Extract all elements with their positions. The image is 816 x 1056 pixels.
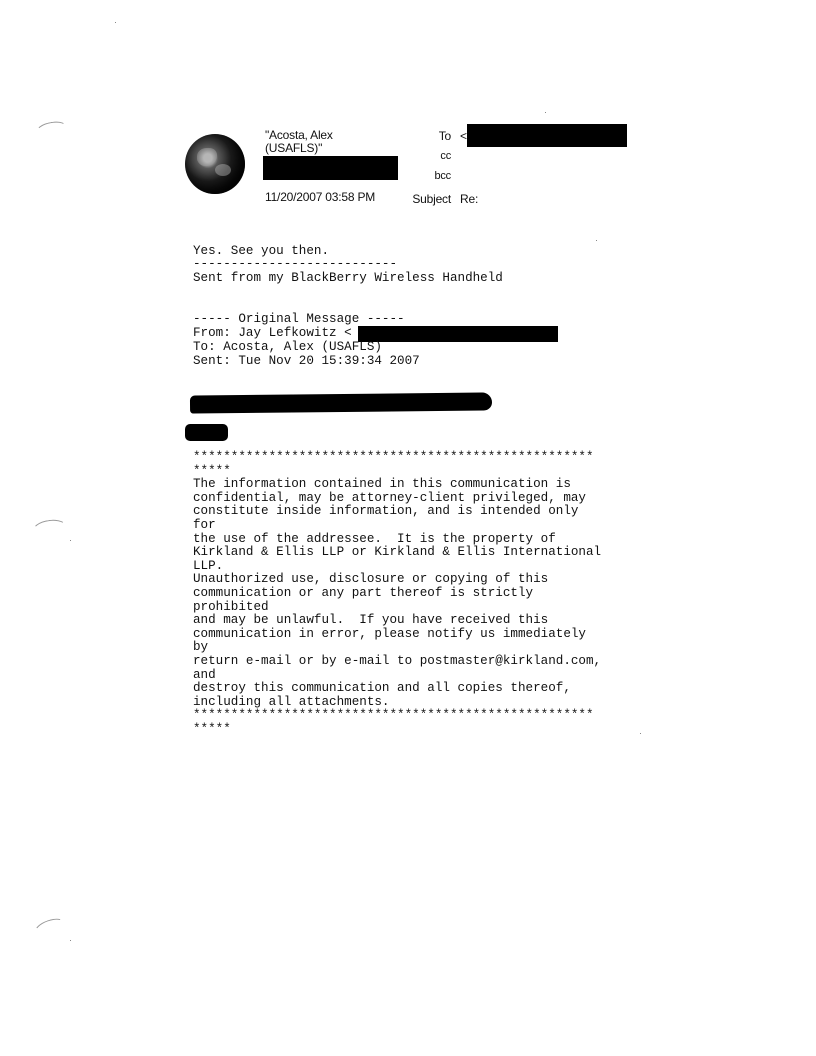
to-label: To	[438, 129, 451, 143]
disclaimer-line: *****	[193, 463, 231, 478]
signature-divider: ---------------------------	[193, 257, 398, 271]
scan-mark	[35, 119, 69, 140]
from-line: From: Jay Lefkowitz <	[193, 326, 352, 340]
signature: Sent from my BlackBerry Wireless Handheld	[193, 271, 503, 285]
scan-speck	[640, 733, 641, 734]
sent-line: Sent: Tue Nov 20 15:39:34 2007	[193, 354, 420, 368]
sender-avatar	[185, 134, 245, 194]
disclaimer-line: Unauthorized use, disclosure or copying of this	[193, 572, 549, 587]
scan-speck	[70, 540, 71, 541]
scan-speck	[70, 940, 71, 941]
disclaimer-line: *****************************************************	[193, 450, 594, 464]
disclaimer	[193, 451, 601, 736]
disclaimer-line: including all attachments.	[193, 694, 390, 709]
disclaimer-line: Kirkland & Ellis LLP or Kirkland & Ellis International	[193, 545, 602, 560]
disclaimer-line: by	[193, 640, 209, 655]
to-value-prefix: <	[460, 129, 467, 143]
marker-redaction	[190, 392, 492, 413]
reply-text: Yes. See you then.	[193, 244, 330, 258]
disclaimer-line: confidential, may be attorney-client privileged, may	[193, 490, 586, 505]
redaction-block	[358, 326, 558, 342]
disclaimer-line: constitute inside information, and is intended only	[193, 504, 579, 519]
scan-mark	[32, 915, 68, 941]
redaction-block	[467, 124, 627, 147]
disclaimer-line: prohibited	[193, 599, 269, 614]
disclaimer-line: The information contained in this communication is	[193, 477, 571, 492]
disclaimer-line: LLP.	[193, 558, 224, 573]
marker-redaction	[185, 424, 228, 441]
subject-label: Subject	[412, 192, 451, 206]
disclaimer-line: and	[193, 667, 216, 682]
sent-datetime: 11/20/2007 03:58 PM	[265, 190, 376, 204]
scan-mark	[31, 518, 69, 543]
disclaimer-line: destroy this communication and all copies thereof,	[193, 681, 571, 696]
disclaimer-line: communication or any part thereof is strictly	[193, 585, 534, 600]
original-message-header: ----- Original Message -----	[193, 312, 405, 326]
disclaimer-line: the use of the addressee. It is the property of	[193, 531, 556, 546]
scan-speck	[115, 22, 116, 23]
scan-speck	[545, 112, 546, 113]
disclaimer-line: communication in error, please notify us immediately	[193, 626, 586, 641]
disclaimer-line: return e-mail or by e-mail to postmaster@kirkland.com,	[193, 653, 602, 668]
subject-value: Re:	[460, 192, 479, 206]
sender-name: "Acosta, Alex (USAFLS)"	[265, 128, 333, 155]
disclaimer-line: for	[193, 517, 216, 532]
disclaimer-line: *****	[193, 721, 231, 736]
to-line: To: Acosta, Alex (USAFLS)	[193, 340, 382, 354]
scan-speck	[596, 240, 597, 241]
disclaimer-line: *****************************************************	[193, 708, 594, 723]
bcc-label: bcc	[434, 170, 451, 182]
disclaimer-line: and may be unlawful. If you have received this	[193, 613, 549, 628]
redaction-block	[263, 156, 398, 180]
cc-label: cc	[440, 150, 451, 162]
